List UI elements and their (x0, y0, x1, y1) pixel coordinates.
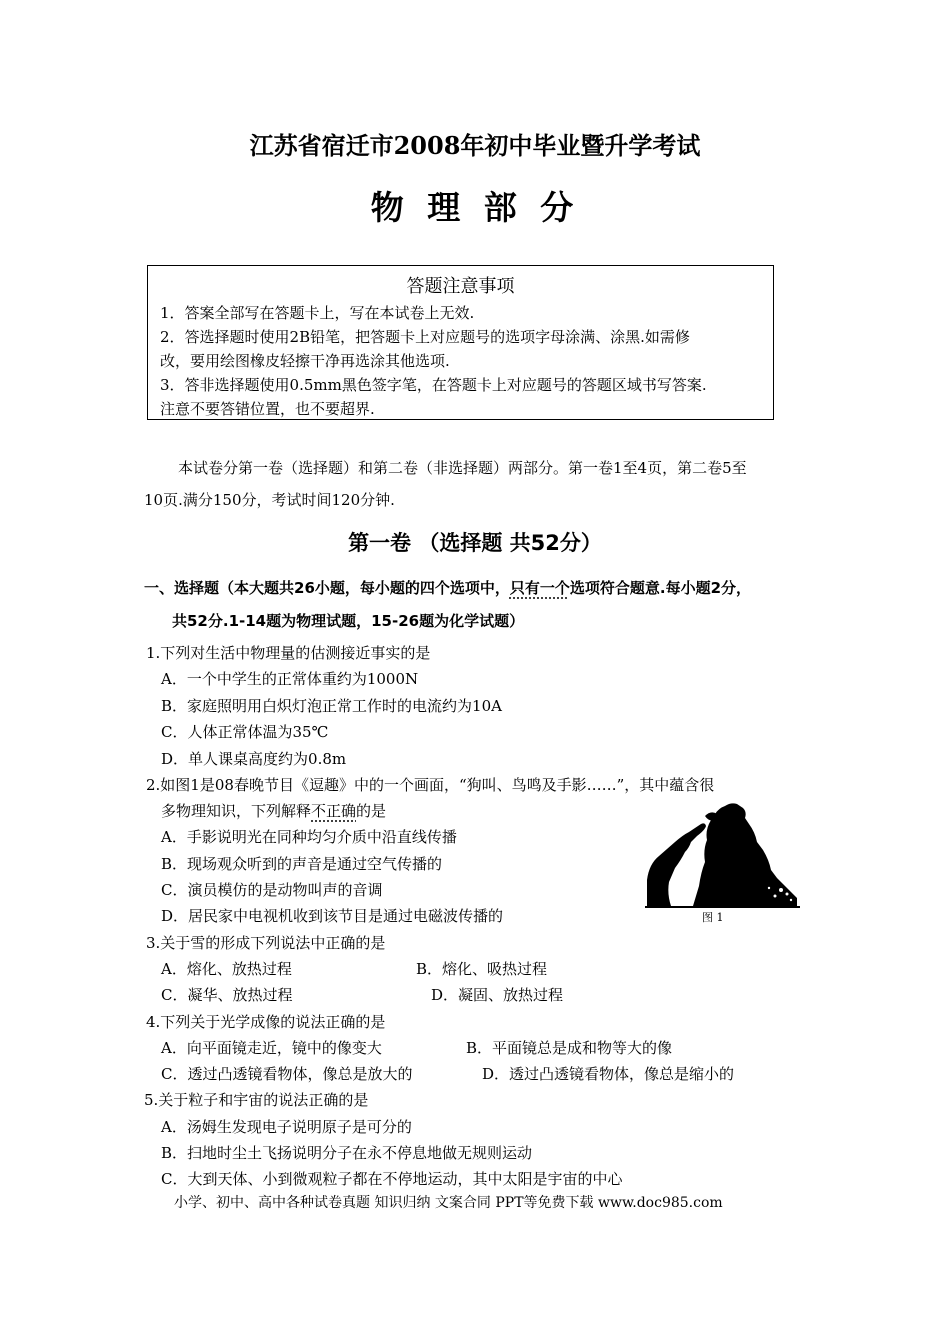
section-heading-text: 一、选择题（本大题共26小题，每小题的四个选项中， (144, 579, 510, 597)
notice-heading: 答题注意事项 (406, 276, 515, 297)
figure-caption: 图 1 (702, 911, 724, 924)
question-3-option-b: B．熔化、吸热过程 (416, 960, 548, 978)
question-2-stem-text: 多物理知识，下列解释 (161, 802, 312, 820)
section-title: 物 理 部 分 (370, 188, 580, 227)
page-footer: 小学、初中、高中各种试卷真题 知识归纳 文案合同 PPT等免费下载 www.doc985.com (174, 1195, 723, 1211)
notice-box (147, 265, 774, 420)
emphasis-text: 只有一个 (509, 579, 570, 597)
intro-line-2: 10页.满分150分，考试时间120分钟. (144, 491, 395, 509)
question-5-option-a: A．汤姆生发现电子说明原子是可分的 (161, 1118, 412, 1136)
intro-line-1: 本试卷分第一卷（选择题）和第二卷（非选择题）两部分。第一卷1至4页，第二卷5至 (178, 459, 747, 477)
section-heading-line-1 (144, 577, 751, 598)
notice-line: 改，要用绘图橡皮轻擦干净再选涂其他选项. (160, 352, 450, 370)
shadow-puppet-figure (645, 802, 800, 910)
question-2-option-b: B．现场观众听到的声音是通过空气传播的 (161, 855, 443, 873)
question-1-option-a: A．一个中学生的正常体重约为1000N (161, 670, 419, 688)
section-heading-line-2: 共52分.1-14题为物理试题，15-26题为化学试题） (172, 612, 525, 630)
question-4-option-c: C．透过凸透镜看物体，像总是放大的 (161, 1065, 413, 1083)
notice-line: 注意不要答错位置，也不要超界. (160, 400, 375, 418)
question-3-option-d: D．凝固、放热过程 (431, 986, 564, 1004)
emphasis-text: 不正确 (311, 802, 357, 820)
question-2-stem-line-2 (161, 800, 386, 821)
section-heading-text: 选项符合题意.每小题2分， (569, 579, 752, 597)
notice-line: 1．答案全部写在答题卡上，写在本试卷上无效. (160, 304, 475, 322)
notice-line: 3．答非选择题使用0.5mm黑色签字笔，在答题卡上对应题号的答题区域书写答案. (160, 376, 707, 394)
question-2-stem-line-1: 2.如图1是08春晚节目《逗趣》中的一个画面，“狗叫、鸟鸣及手影……”，其中蕴含很 (146, 776, 715, 794)
question-5-option-b: B．扫地时尘土飞扬说明分子在永不停息地做无规则运动 (161, 1144, 533, 1162)
question-1-option-b: B．家庭照明用白炽灯泡正常工作时的电流约为10A (161, 697, 502, 715)
question-4-stem: 4.下列关于光学成像的说法正确的是 (146, 1013, 386, 1031)
question-3-option-a: A．熔化、放热过程 (161, 960, 292, 978)
part-title: 第一卷 （选择题 共52分） (348, 531, 602, 555)
exam-title: 江苏省宿迁市2008年初中毕业暨升学考试 (249, 131, 701, 160)
question-1-stem: 1.下列对生活中物理量的估测接近事实的是 (146, 644, 431, 662)
question-2-stem-text: 的是 (356, 802, 387, 820)
question-4-option-d: D．透过凸透镜看物体，像总是缩小的 (482, 1065, 735, 1083)
question-4-option-b: B．平面镜总是成和物等大的像 (466, 1039, 673, 1057)
question-3-stem: 3.关于雪的形成下列说法中正确的是 (146, 934, 386, 952)
question-4-option-a: A．向平面镜走近，镜中的像变大 (161, 1039, 382, 1057)
question-2-option-a: A．手影说明光在同种均匀介质中沿直线传播 (161, 828, 457, 846)
question-3-option-c: C．凝华、放热过程 (161, 986, 293, 1004)
question-5-option-c: C．大到天体、小到微观粒子都在不停地运动，其中太阳是宇宙的中心 (161, 1170, 623, 1188)
question-5-stem: 5.关于粒子和宇宙的说法正确的是 (144, 1091, 369, 1109)
notice-line: 2．答选择题时使用2B铅笔，把答题卡上对应题号的选项字母涂满、涂黑.如需修 (160, 328, 690, 346)
question-2-option-c: C．演员模仿的是动物叫声的音调 (161, 881, 383, 899)
question-2-option-d: D．居民家中电视机收到该节目是通过电磁波传播的 (161, 907, 504, 925)
question-1-option-d: D．单人课桌高度约为0.8m (161, 750, 347, 768)
question-1-option-c: C．人体正常体温为35℃ (161, 723, 329, 741)
